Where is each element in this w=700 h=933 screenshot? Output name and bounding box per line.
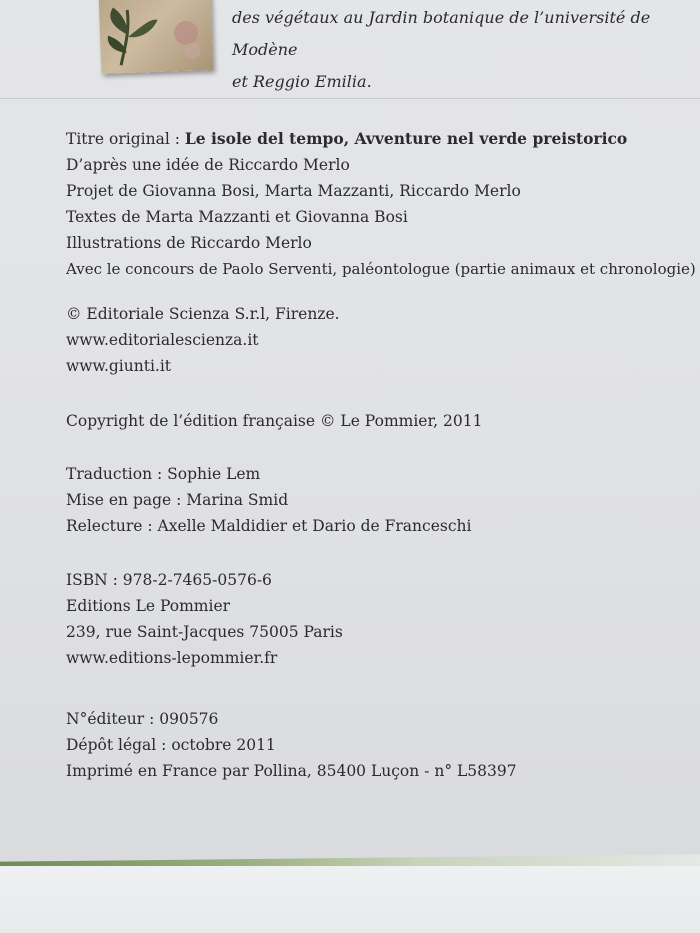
surface-below-page — [0, 866, 700, 933]
staff-block — [66, 461, 471, 539]
credits-block — [66, 126, 696, 282]
leaf-icon — [99, 0, 214, 74]
idea-credit: D’après une idée de Riccardo Merlo — [66, 156, 350, 174]
original-title-label: Titre original : — [66, 130, 185, 148]
original-title-line — [66, 126, 696, 152]
texts-credit: Textes de Marta Mazzanti et Giovanna Bosi — [66, 208, 408, 226]
italian-website-1: www.editorialescienza.it — [66, 331, 259, 349]
italian-copyright: © Editoriale Scienza S.r.l, Firenze. — [66, 305, 340, 323]
caption-line-1: des végétaux au Jardin botanique de l’université de Modène — [232, 8, 651, 59]
french-copyright-block — [66, 408, 482, 434]
publisher-address: 239, rue Saint-Jacques 75005 Paris — [66, 623, 343, 641]
editor-number: N°éditeur : 090576 — [66, 710, 219, 728]
italian-publisher-block — [66, 301, 340, 379]
translation-credit: Traduction : Sophie Lem — [66, 465, 261, 483]
project-credit: Projet de Giovanna Bosi, Marta Mazzanti, Riccardo Merlo — [66, 182, 521, 200]
proofreading-credit: Relecture : Axelle Maldidier et Dario de Franceschi — [66, 517, 472, 535]
illustrations-credit: Illustrations de Riccardo Merlo — [66, 234, 312, 252]
original-title: Le isole del tempo, Avventure nel verde preistorico — [184, 129, 628, 148]
layout-credit: Mise en page : Marina Smid — [66, 491, 289, 509]
publisher-name: Editions Le Pommier — [66, 597, 231, 615]
contribution-credit: Avec le concours de Paolo Serventi, paléontologue (partie animaux et chronologie) — [66, 260, 696, 278]
legal-block — [66, 706, 517, 784]
publisher-website: www.editions-lepommier.fr — [66, 649, 278, 667]
printer-info: Imprimé en France par Pollina, 85400 Luçon - n° L58397 — [66, 762, 517, 780]
french-publisher-block — [66, 567, 343, 671]
caption-line-2: et Reggio Emilia. — [232, 72, 372, 91]
section-divider — [0, 98, 700, 99]
header-caption — [232, 2, 692, 98]
french-copyright: Copyright de l’édition française © Le Pommier, 2011 — [66, 412, 483, 430]
botanical-illustration-thumbnail — [99, 0, 214, 74]
legal-deposit: Dépôt légal : octobre 2011 — [66, 736, 276, 754]
italian-website-2: www.giunti.it — [66, 357, 172, 375]
isbn: ISBN : 978-2-7465-0576-6 — [66, 571, 272, 589]
